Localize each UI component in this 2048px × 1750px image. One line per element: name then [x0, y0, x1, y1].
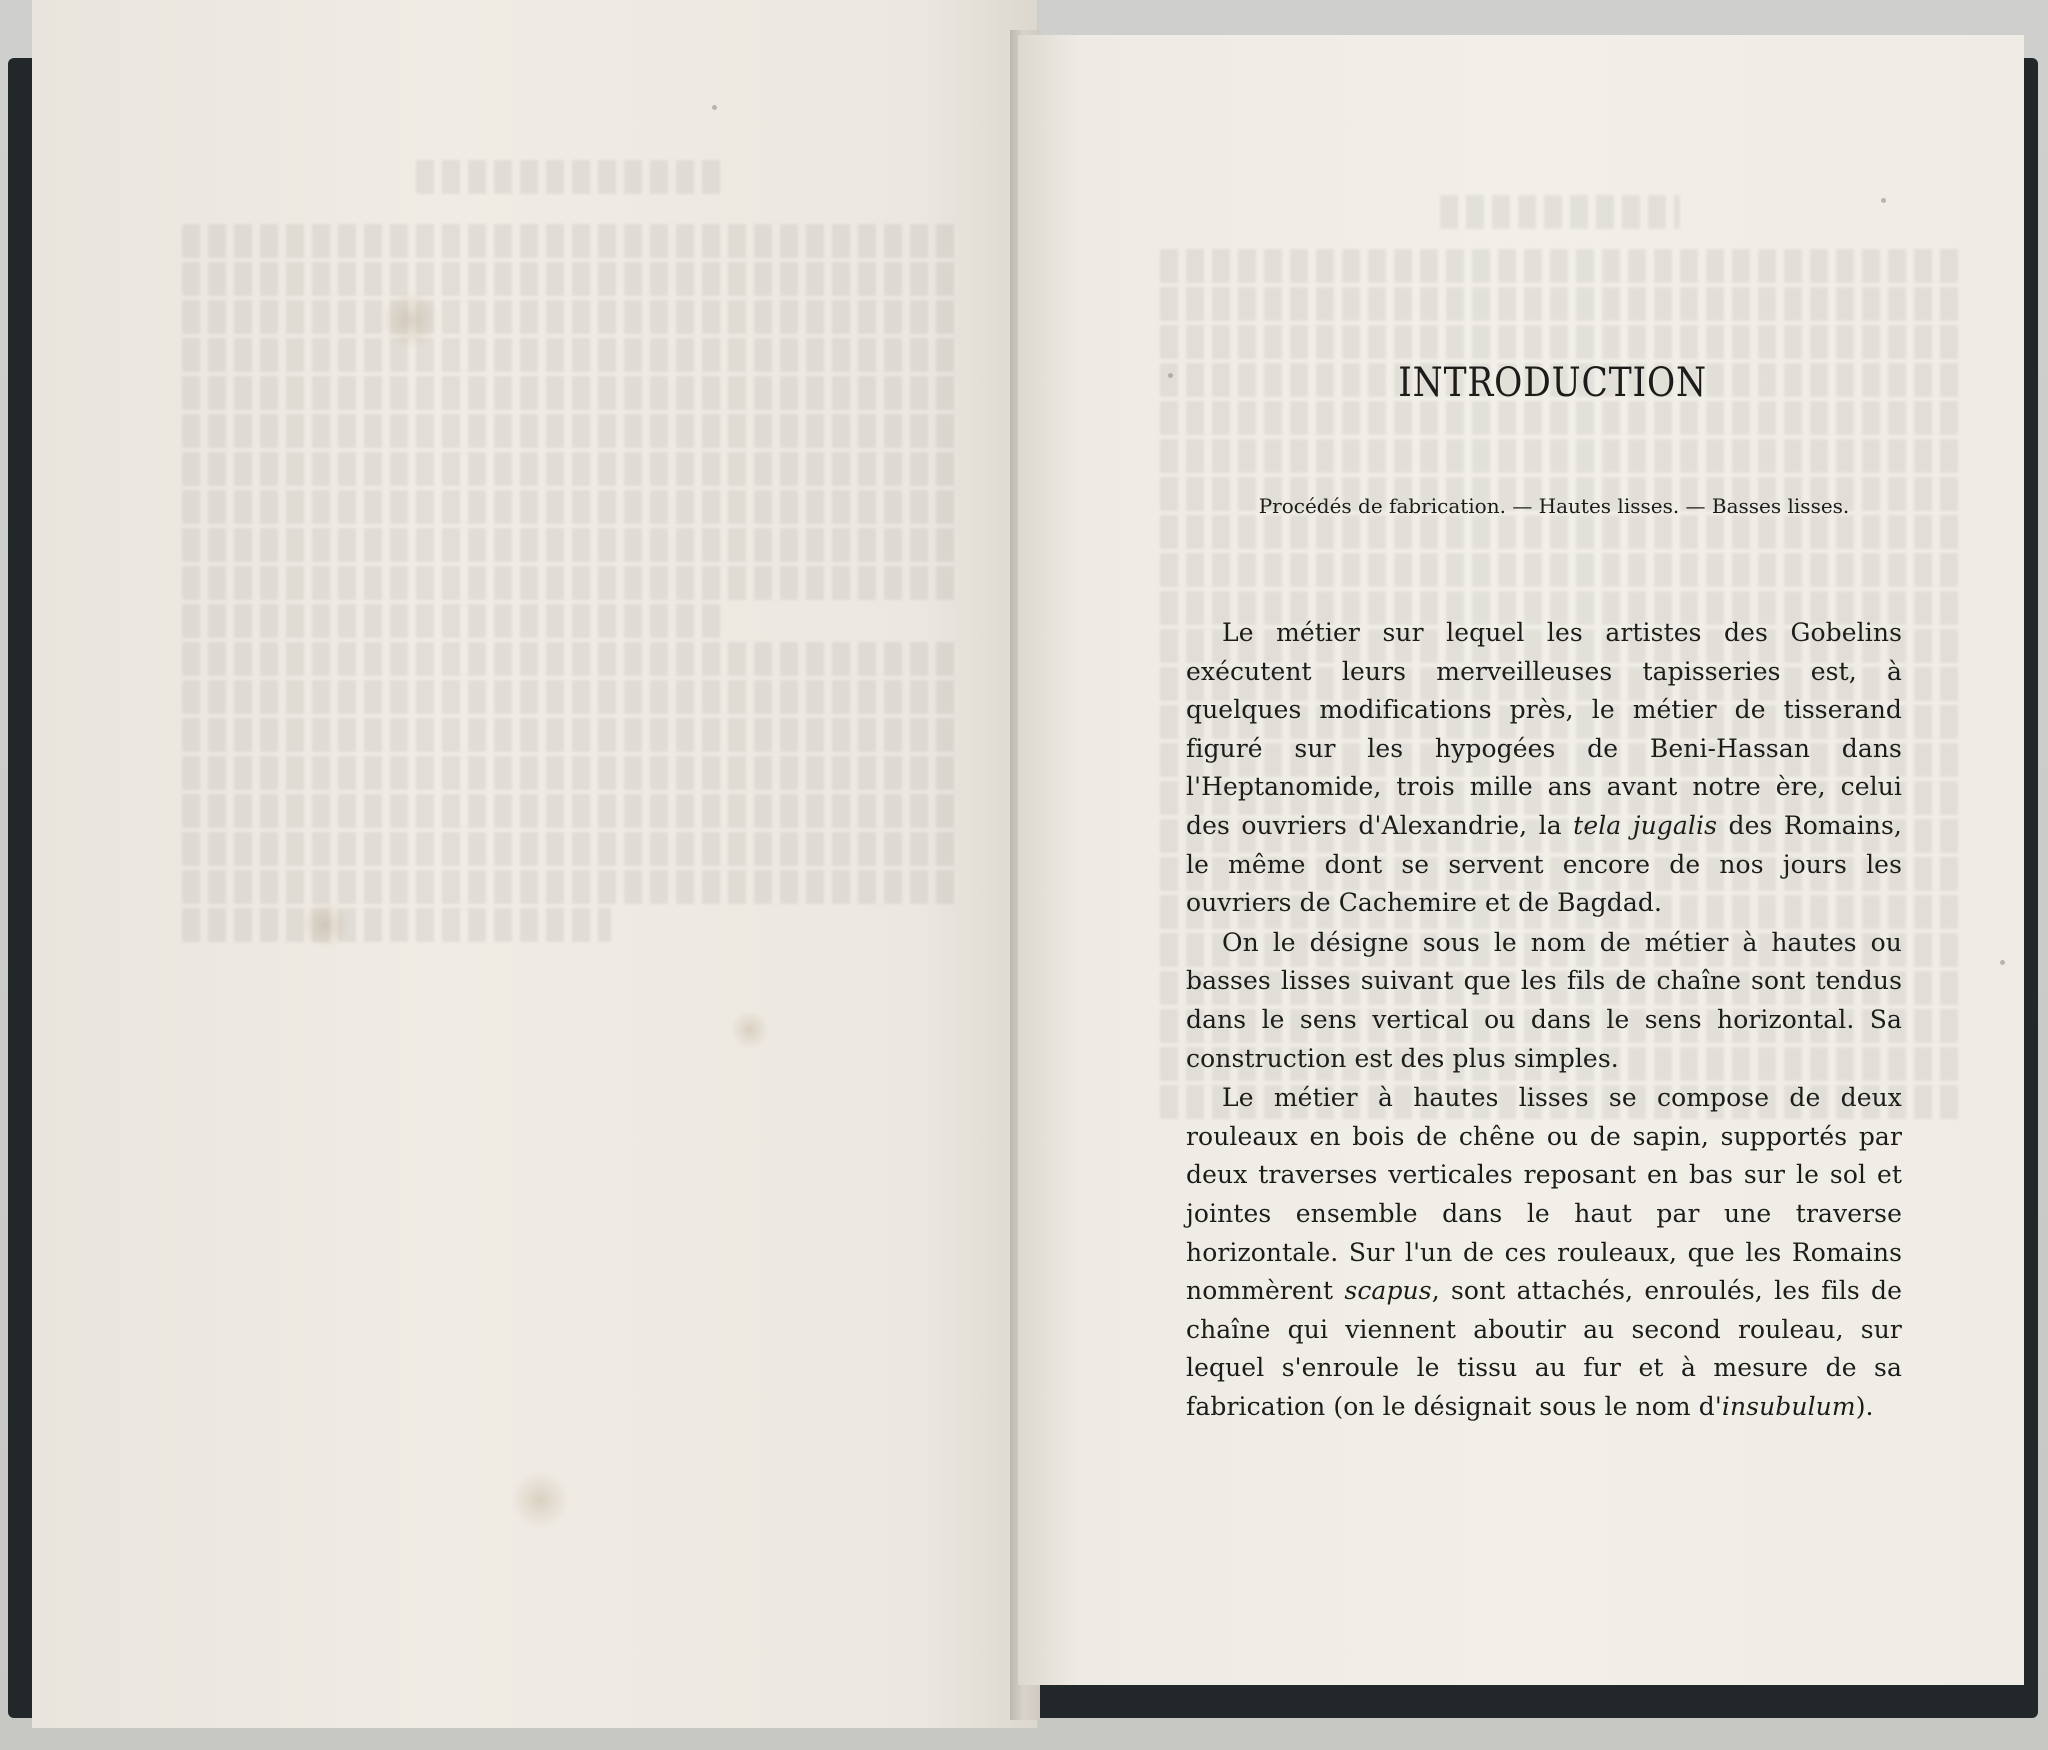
- paper-speck: [1168, 373, 1173, 378]
- text-run: Le métier sur lequel les artistes des Gobelins exécutent leurs merveilleuses tapisseries est, à quelques modifications près, le métier de tisserand figuré sur les hypogées de Beni-Hassan dans l'Heptanomide, trois mille ans avant notre ère, celui des ouvriers d'Alexandrie, la: [1186, 618, 1902, 840]
- text-run: On le désigne sous le nom de métier à hautes ou basses lisses suivant que les fils de chaîne sont tendus dans le sens vertical ou dans le sens horizontal. Sa construction est des plus simples.: [1186, 927, 1902, 1073]
- italic-term: scapus: [1344, 1276, 1432, 1306]
- paper-speck: [1881, 198, 1886, 203]
- text-run: ).: [1855, 1391, 1874, 1421]
- right-page-text: [1186, 360, 1902, 1427]
- text-run: Le métier à hautes lisses se compose de deux rouleaux en bois de chêne ou de sapin, supportés par deux traverses verticales reposant en bas sur le sol et jointes ensemble dans le haut par une traverse horizontale. Sur l'un de ces rouleaux, que les Romains nommèrent: [1186, 1083, 1902, 1306]
- left-page-bleed-through: [182, 160, 962, 946]
- text-run: , sont attachés, enroulés, les fils de chaîne qui viennent aboutir au second rouleau, sur lequel s'enroule le tissu au fur et à mesure de sa fabrication (on le désignait sous le nom d': [1186, 1276, 1902, 1421]
- paper-speck: [2000, 960, 2005, 965]
- foxing-spot: [380, 290, 440, 350]
- italic-term: insubulum: [1721, 1391, 1856, 1421]
- left-page: [32, 0, 1038, 1728]
- body-text: [1186, 614, 1902, 1426]
- page-title: INTRODUCTION: [1398, 360, 1707, 406]
- text-run: des Romains, le même dont se servent encore de nos jours les ouvriers de Cachemire et de Bagdad.: [1186, 810, 1902, 918]
- paragraph: [1186, 1079, 1902, 1426]
- paragraph: [1186, 924, 1902, 1078]
- foxing-spot: [730, 1010, 770, 1050]
- paragraph: [1186, 614, 1902, 923]
- italic-term: tela jugalis: [1573, 810, 1718, 840]
- paper-speck: [712, 105, 717, 110]
- foxing-spot: [510, 1470, 570, 1530]
- foxing-spot: [300, 900, 350, 950]
- chapter-summary: Procédés de fabrication. — Hautes lisses. — Basses lisses.: [1258, 494, 1850, 518]
